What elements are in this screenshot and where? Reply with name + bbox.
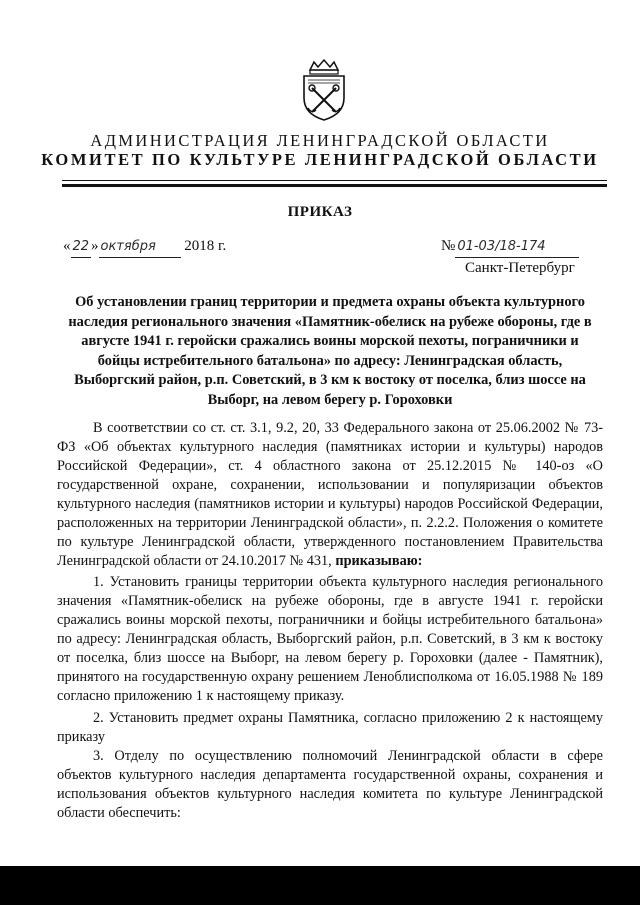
item-2: 2. Установить предмет охраны Памятника, согласно приложению 2 к настоящему приказу <box>57 710 603 745</box>
coat-of-arms-icon <box>296 58 352 122</box>
scan-bottom-border <box>0 866 640 905</box>
number-value: 01-03/18-174 <box>455 237 579 258</box>
committee-heading: КОМИТЕТ ПО КУЛЬТУРЕ ЛЕНИНГРАДСКОЙ ОБЛАСТИ <box>41 150 599 169</box>
date-year: 2018 г. <box>184 238 227 254</box>
order-date <box>63 236 226 258</box>
date-open-quote: « <box>63 238 71 254</box>
administration-heading: АДМИНИСТРАЦИЯ ЛЕНИНГРАДСКОЙ ОБЛАСТИ <box>90 131 550 150</box>
preamble-text: В соответствии со ст. ст. 3.1, 9.2, 20, 33 Федерального закона от 25.06.2002 № 73-ФЗ «Об объектах культурного наследия (памятниках истории и культуры) народов Российской Федерации», ст. 4 областного закона от 25.12.2015 № 140-оз «О государственной охране, сохранении, использовании и популяризации объектов культурного наследия (памятников истории и культуры) народов Российской Федерации, расположенных на территории Ленинградской области», п. 2.2.2. Положения о комитете по культуре Ленинградской области, утвержденного постановлением Правительства Ленинградской области от 24.10.2017 № 431, <box>57 420 603 569</box>
item-3: 3. Отделу по осуществлению полномочий Ленинградской области в сфере объектов культурного наследия департамента государственной охраны, сохранения и использования объектов культурного наследия комитета по культуре Ленинградской области обеспечить: <box>57 748 603 821</box>
item-1: 1. Установить границы территории объекта культурного наследия регионального значения «Памятник-обелиск на рубеже обороны, где в августе 1941 г. геройски сражались воины морской пехоты, пограничники и бойцы истребительного батальона» по адресу: Ленинградская область, Выборгский район, р.п. Советский, в 3 км к востоку от поселка, близ шоссе на Выборг, на левом берегу р. Гороховки (далее - Памятник), принятого на государственную охрану решением Леноблисполкома от 16.05.1988 № 189 согласно приложению 1 к настоящему приказу. <box>57 574 603 704</box>
order-number <box>441 236 579 258</box>
date-month: октября <box>99 237 181 258</box>
date-close-quote: » <box>91 238 99 254</box>
header-rule-thin <box>62 180 607 181</box>
city: Санкт-Петербург <box>465 260 575 276</box>
number-prefix: № <box>441 238 456 254</box>
document-title: ПРИКАЗ <box>287 204 353 220</box>
order-word: приказываю: <box>335 553 423 569</box>
date-day: 22 <box>71 237 92 258</box>
header-rule-thick <box>62 184 607 187</box>
preamble-paragraph <box>57 419 603 571</box>
order-subject: Об установлении границ территории и предмета охраны объекта культурного наследия регионального значения «Памятник-обелиск на рубеже обороны, где в августе 1941 г. геройски сражались воины морской пехоты, пограничники и бойцы истребительного батальона» по адресу: Ленинградская область, Выборгский район, р.п. Советский, в 3 км к востоку от поселка, близ шоссе на Выборг, на левом берегу р. Гороховки <box>68 294 592 408</box>
